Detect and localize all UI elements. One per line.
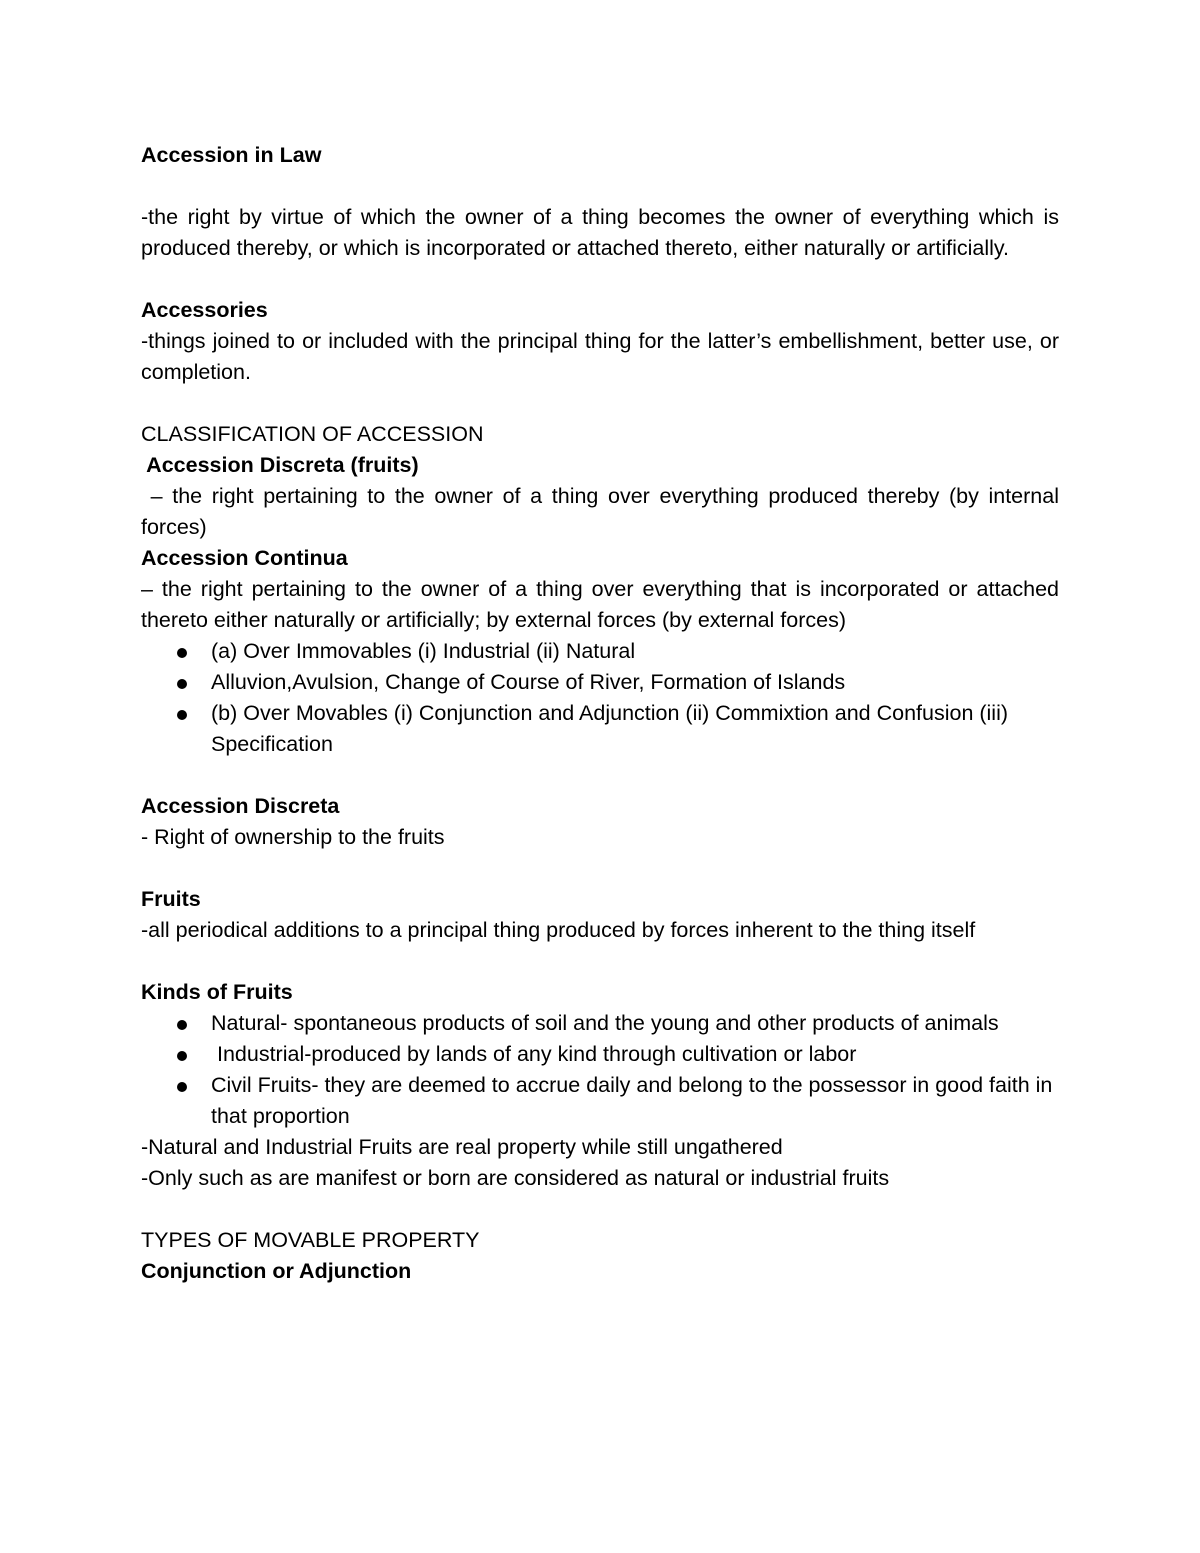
- spacer: [141, 264, 1059, 295]
- list-item: [211, 667, 1059, 698]
- heading-classification: CLASSIFICATION OF ACCESSION: [141, 422, 484, 446]
- list-item-text: Natural- spontaneous products of soil and the young and other products of animals: [211, 1011, 999, 1035]
- spacer: [141, 853, 1059, 884]
- list-kinds-of-fruits: [141, 1008, 1059, 1132]
- heading-types-of-movable-property: TYPES OF MOVABLE PROPERTY: [141, 1228, 480, 1252]
- subheading-accession-continua: Accession Continua: [141, 546, 348, 570]
- spacer: [141, 1194, 1059, 1225]
- list-item-text: (a) Over Immovables (i) Industrial (ii) Natural: [211, 639, 636, 663]
- heading-accessories: Accessories: [141, 298, 268, 322]
- spacer: [141, 388, 1059, 419]
- list-item: [211, 636, 1059, 667]
- paragraph-accession-definition: -the right by virtue of which the owner of a thing becomes the owner of everything which is produced thereby, or which is incorporated or attached thereto, either naturally or artificially.: [141, 205, 1059, 260]
- list-item-text: Alluvion,Avulsion, Change of Course of River, Formation of Islands: [211, 670, 846, 694]
- heading-kinds-of-fruits: Kinds of Fruits: [141, 980, 293, 1004]
- list-item: [211, 1070, 1059, 1132]
- heading-accession-discreta: Accession Discreta: [141, 794, 340, 818]
- bullet-icon: [177, 1020, 187, 1030]
- paragraph-discreta-ownership: - Right of ownership to the fruits: [141, 825, 445, 849]
- subheading-accession-discreta-fruits: Accession Discreta (fruits): [141, 453, 419, 477]
- bullet-icon: [177, 648, 187, 658]
- bullet-icon: [177, 1082, 187, 1092]
- list-item: [211, 698, 1059, 760]
- list-classification: [141, 636, 1059, 760]
- paragraph-continua-definition: – the right pertaining to the owner of a thing over everything that is incorporated or attached thereto either naturally or artificially; by external forces (by external forces): [141, 577, 1059, 632]
- heading-accession-in-law: Accession in Law: [141, 143, 322, 167]
- paragraph-fruits-definition: -all periodical additions to a principal thing produced by forces inherent to the thing itself: [141, 918, 976, 942]
- spacer: [141, 171, 1059, 202]
- subheading-conjunction-or-adjunction: Conjunction or Adjunction: [141, 1259, 412, 1283]
- paragraph-accessories-definition: -things joined to or included with the principal thing for the latter’s embellishment, better use, or completion.: [141, 329, 1059, 384]
- spacer: [141, 946, 1059, 977]
- bullet-icon: [177, 1051, 187, 1061]
- note-real-property: -Natural and Industrial Fruits are real property while still ungathered: [141, 1135, 783, 1159]
- list-item-text: Industrial-produced by lands of any kind through cultivation or labor: [211, 1042, 857, 1066]
- list-item-text: Civil Fruits- they are deemed to accrue daily and belong to the possessor in good faith in that proportion: [211, 1073, 1053, 1128]
- paragraph-discreta-definition: – the right pertaining to the owner of a thing over everything produced thereby (by internal forces): [141, 484, 1065, 539]
- bullet-icon: [177, 679, 187, 689]
- note-manifest-or-born: -Only such as are manifest or born are considered as natural or industrial fruits: [141, 1166, 890, 1190]
- list-item: [211, 1008, 1059, 1039]
- spacer: [141, 760, 1059, 791]
- list-item: [211, 1039, 1059, 1070]
- list-item-text: (b) Over Movables (i) Conjunction and Adjunction (ii) Commixtion and Confusion (iii) Specification: [211, 701, 1009, 756]
- bullet-icon: [177, 710, 187, 720]
- document-page: [141, 140, 1065, 1287]
- heading-fruits: Fruits: [141, 887, 201, 911]
